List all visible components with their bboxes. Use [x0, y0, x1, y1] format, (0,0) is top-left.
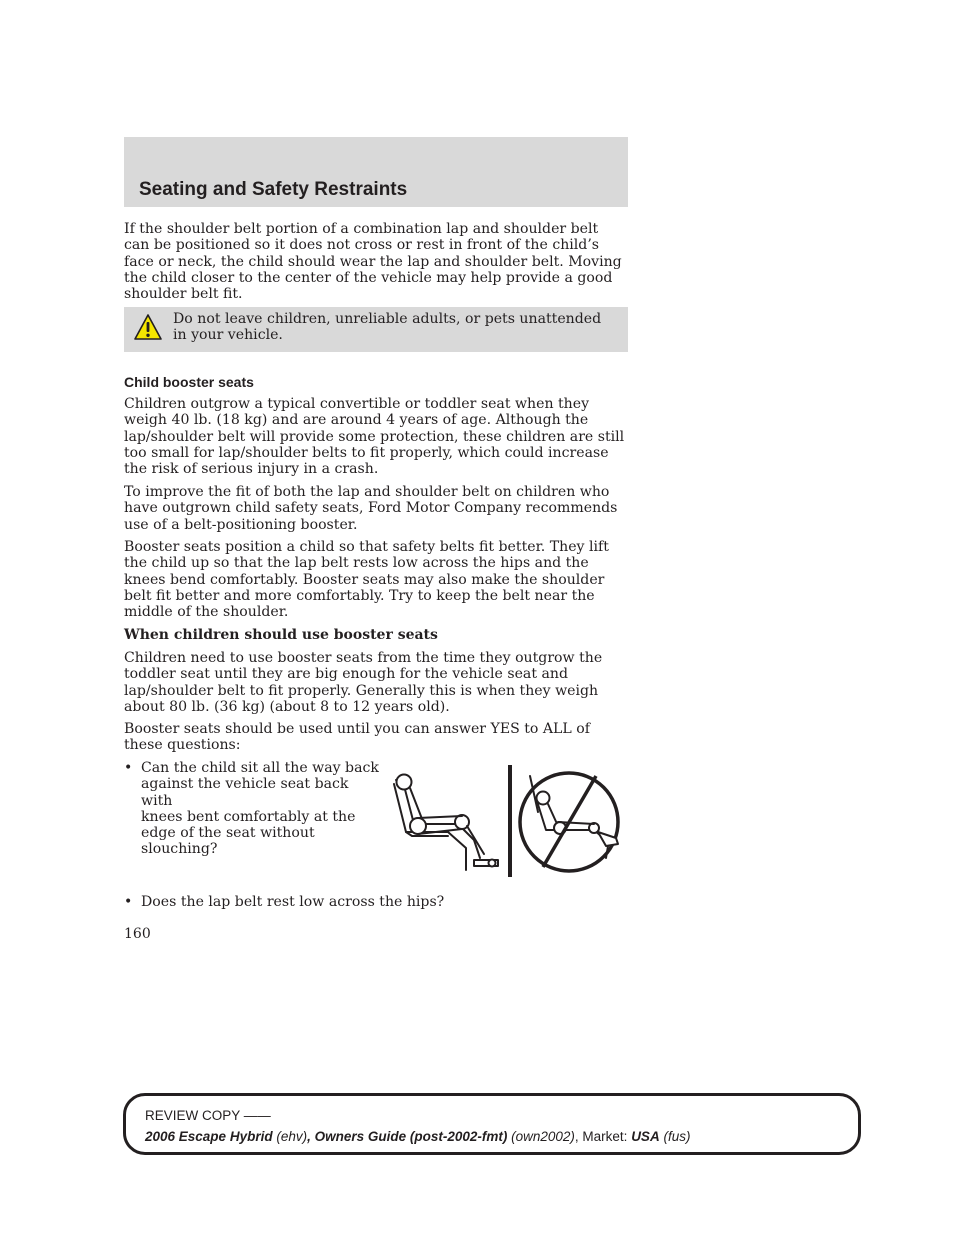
list-item — [124, 760, 384, 858]
warning-box — [124, 307, 628, 352]
footer-market-label: , Market: — [574, 1129, 632, 1144]
list-item-line: against the vehicle seat back with — [141, 776, 349, 809]
section-header-band — [124, 137, 628, 207]
paragraph: Children outgrow a typical convertible or toddler seat when they weigh 40 lb. (18 kg) and are around 4 years of age. Although the lap/shoulder belt will provide some protection, these children are still too small for lap/shoulder belts to fit properly, which could increase the risk of serious injury in a crash. — [124, 396, 625, 478]
list-item — [124, 894, 628, 912]
footer-market: USA — [631, 1129, 660, 1144]
footer-market-code: (fus) — [659, 1129, 691, 1144]
footer-model-code: (ehv) — [272, 1129, 308, 1144]
footer-document-info — [145, 1129, 690, 1144]
footer-review-label: REVIEW COPY —— — [145, 1108, 271, 1123]
intro-paragraph: If the shoulder belt portion of a combination lap and shoulder belt can be positioned so it does not cross or rest in front of the child’s face or neck, the child should wear the lap and shoulder belt. Moving the child closer to the center of the vehicle may help provide a good shoulder belt fit. — [124, 221, 622, 303]
subheading: When children should use booster seats — [124, 627, 438, 643]
paragraph: Children need to use booster seats from the time they outgrow the toddler seat until they are big enough for the vehicle seat and lap/shoulder belt to fit properly. Generally this is when they weigh about 80 lb. (36 kg) (about 8 to 12 years old). — [124, 650, 603, 715]
seated-child-correct-vs-incorrect-illustration — [388, 762, 628, 880]
paragraph: To improve the fit of both the lap and shoulder belt on children who have outgrown child safety seats, Ford Motor Company recommends use of a belt-positioning booster. — [124, 484, 618, 533]
footer-model: 2006 Escape Hybrid — [145, 1129, 273, 1144]
section-title: Seating and Safety Restraints — [139, 179, 408, 200]
footer-guide: , Owners Guide (post-2002-fmt) — [307, 1129, 508, 1144]
warning-triangle-icon — [133, 313, 163, 341]
section-heading: Child booster seats — [124, 374, 254, 390]
list-item-line: edge of the seat without — [141, 825, 315, 842]
list-item-line: Can the child sit all the way back — [141, 760, 379, 776]
paragraph: Booster seats position a child so that safety belts fit better. They lift the child up so that the lap belt rests low across the hips and the knees bend comfortably. Booster seats may also make the shoulder belt fit better and more comfortably. Try to keep the belt near the middle of the shoulder. — [124, 539, 609, 621]
footer-guide-code: (own2002) — [507, 1129, 575, 1144]
list-item-line: slouching? — [141, 841, 218, 858]
page-number: 160 — [124, 926, 151, 942]
list-item-line: knees bent comfortably at the — [141, 808, 356, 825]
bullet-marker: • — [124, 760, 133, 776]
paragraph: Booster seats should be used until you can answer YES to ALL of these questions: — [124, 721, 590, 754]
list-item-line: Does the lap belt rest low across the hips? — [141, 894, 445, 910]
review-copy-footer — [123, 1093, 861, 1155]
bullet-marker: • — [124, 894, 133, 910]
warning-text: Do not leave children, unreliable adults, or pets unattended in your vehicle. — [173, 311, 602, 344]
